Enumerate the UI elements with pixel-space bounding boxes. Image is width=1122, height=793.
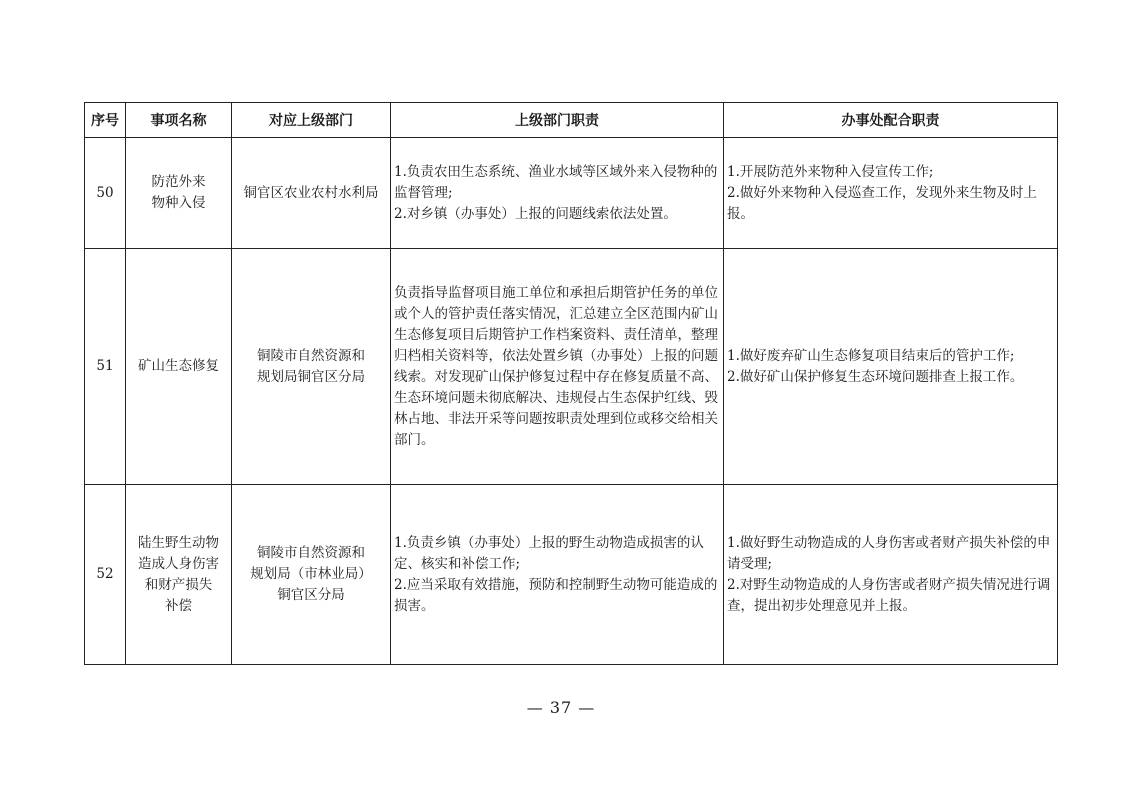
header-name: 事项名称 <box>126 103 232 138</box>
row-number: 51 <box>85 249 126 485</box>
item-name-cell <box>126 138 232 249</box>
department-line: 铜官区分局 <box>277 587 345 603</box>
coop-line: 1.做好废弃矿山生态修复项目结束后的管护工作; <box>727 347 1015 364</box>
department-cell <box>232 138 391 249</box>
duty-line: 2.应当采取有效措施，预防和控制野生动物可能造成的损害。 <box>394 576 718 614</box>
table-row <box>85 485 1058 665</box>
item-name-line: 补偿 <box>165 597 192 614</box>
department-line: 铜官区农业农村水利局 <box>243 184 379 201</box>
coop-line: 2.做好矿山保护修复生态环境问题排查上报工作。 <box>727 368 1024 385</box>
header-coop: 办事处配合职责 <box>724 103 1058 138</box>
department-cell <box>232 249 391 485</box>
item-name-line: 造成人身伤害 <box>138 555 219 572</box>
table-header-row <box>85 103 1058 138</box>
department-line: 铜陵市自然资源和 <box>257 545 365 561</box>
cooperation-duty-cell <box>724 485 1058 665</box>
cooperation-duty-cell <box>724 138 1058 249</box>
department-line: 铜陵市自然资源和 <box>257 347 365 364</box>
item-name-line: 和财产损失 <box>144 576 213 593</box>
coop-line: 2.对野生动物造成的人身伤害或者财产损失情况进行调查，提出初步处理意见并上报。 <box>727 576 1051 614</box>
superior-duty-cell <box>391 249 724 485</box>
table-row <box>85 138 1058 249</box>
department-line: 规划局铜官区分局 <box>257 368 365 385</box>
duty-line: 1.负责农田生态系统、渔业水域等区域外来入侵物种的监督管理; <box>394 163 718 201</box>
item-name-cell <box>126 485 232 665</box>
coop-line: 2.做好外来物种入侵巡查工作，发现外来生物及时上报。 <box>727 184 1037 222</box>
row-number: 52 <box>85 485 126 665</box>
item-name-line: 防范外来 <box>151 174 206 190</box>
coop-line: 1.开展防范外来物种入侵宣传工作; <box>727 163 934 180</box>
item-name-line: 物种入侵 <box>151 195 206 211</box>
page-number: — 37 — <box>526 698 596 717</box>
duty-line: 2.对乡镇（办事处）上报的问题线索依法处置。 <box>394 205 677 222</box>
table-row <box>85 249 1058 485</box>
duty-line: 1.负责乡镇（办事处）上报的野生动物造成损害的认定、核实和补偿工作; <box>394 534 704 572</box>
item-name-line: 陆生野生动物 <box>138 534 219 551</box>
department-line: 规划局（市林业局） <box>250 566 372 582</box>
department-cell <box>232 485 391 665</box>
superior-duty-cell <box>391 485 724 665</box>
header-duty: 上级部门职责 <box>391 103 724 138</box>
header-num: 序号 <box>85 103 126 138</box>
header-dept: 对应上级部门 <box>232 103 391 138</box>
item-name-line: 矿山生态修复 <box>138 358 219 374</box>
item-name-cell <box>126 249 232 485</box>
superior-duty-cell <box>391 138 724 249</box>
coop-line: 1.做好野生动物造成的人身伤害或者财产损失补偿的申请受理; <box>727 534 1051 572</box>
duty-line: 负责指导监督项目施工单位和承担后期管护任务的单位或个人的管护责任落实情况，汇总建立全区范围内矿山生态修复项目后期管护工作档案资料、责任清单，整理归档相关资料等，依法处置乡镇（办事处）上报的问题线索。对发现矿山保护修复过程中存在修复质量不高、生态环境问题未彻底解决、违规侵占生态保护红线、毁林占地、非法开采等问题按职责处理到位或移交给相关部门。 <box>394 284 718 448</box>
duty-table <box>84 102 1058 665</box>
row-number: 50 <box>85 138 126 249</box>
cooperation-duty-cell <box>724 249 1058 485</box>
